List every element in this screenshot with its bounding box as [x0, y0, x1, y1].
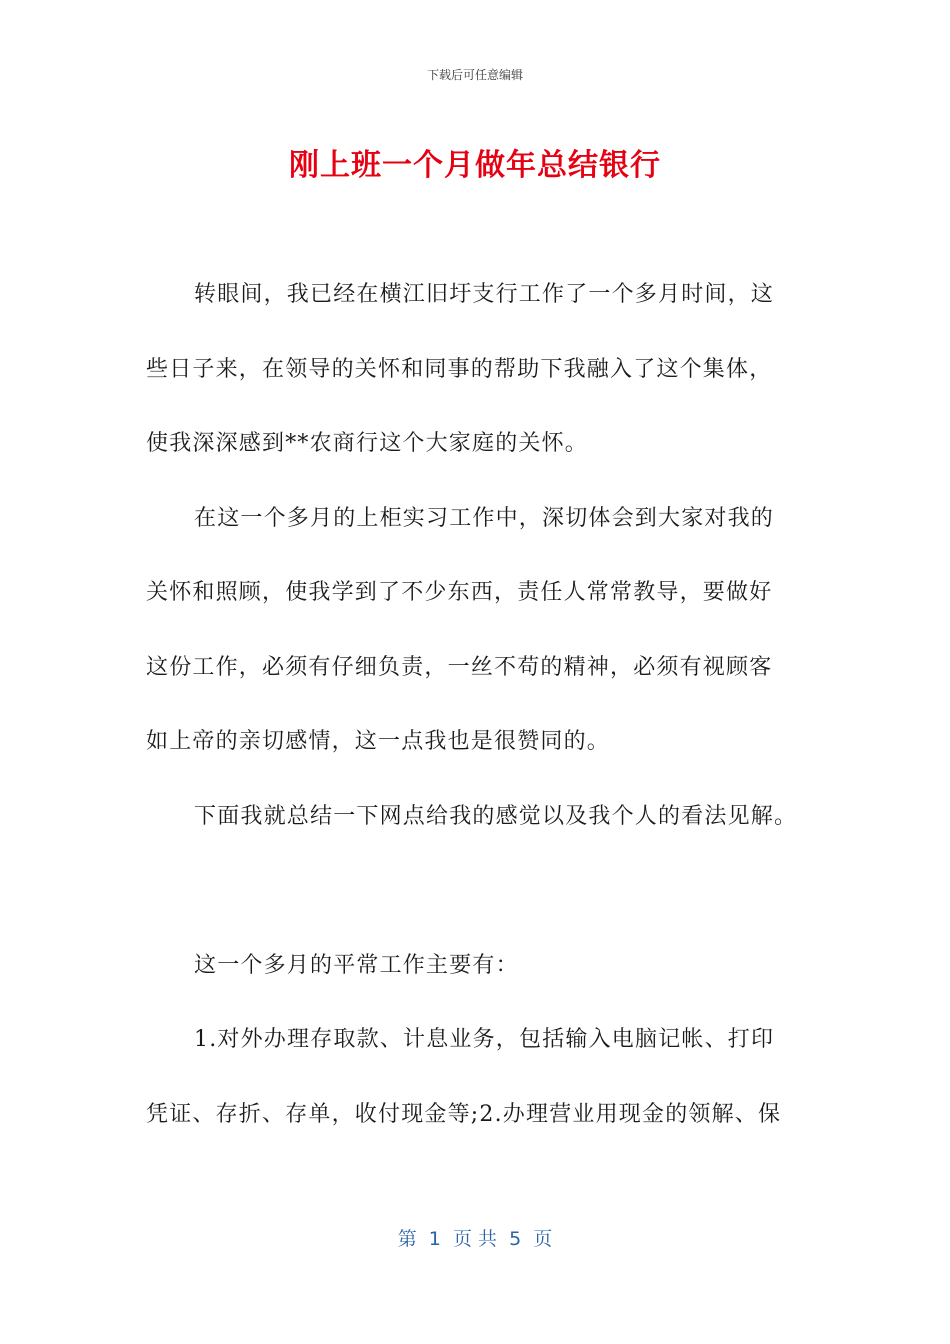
paragraph-line: 1.对外办理存取款、计息业务，包括输入电脑记帐、打印 [194, 1027, 775, 1052]
page-number-footer: 第 1 页 共 5 页 [397, 1228, 553, 1250]
header-note: 下载后可任意编辑 [426, 68, 523, 82]
document-title: 刚上班一个月做年总结银行 [289, 148, 661, 183]
document-body [146, 270, 806, 1164]
paragraph-line: 如上帝的亲切感情，这一点我也是很赞同的。 [146, 729, 611, 754]
paragraph-gap [146, 866, 806, 941]
paragraph-line: 关怀和照顾，使我学到了不少东西，责任人常常教导，要做好 [146, 580, 773, 605]
paragraph-line: 这一个多月的平常工作主要有： [194, 952, 519, 978]
paragraph-line: 这份工作，必须有仔细负责，一丝不苟的精神，必须有视顾客 [146, 654, 773, 680]
paragraph-line: 转眼间，我已经在横江旧圩支行工作了一个多月时间，这 [194, 282, 775, 307]
paragraph-line: 使我深深感到**农商行这个大家庭的关怀。 [146, 431, 589, 456]
paragraph-line: 在这一个多月的上柜实习工作中，深切体会到大家对我的 [194, 505, 775, 531]
paragraph-line: 下面我就总结一下网点给我的感觉以及我个人的看法见解。 [194, 803, 798, 829]
paragraph-line: 凭证、存折、存单，收付现金等;2.办理营业用现金的领解、保 [146, 1101, 782, 1127]
paragraph-line: 些日子来，在领导的关怀和同事的帮助下我融入了这个集体， [146, 356, 773, 382]
